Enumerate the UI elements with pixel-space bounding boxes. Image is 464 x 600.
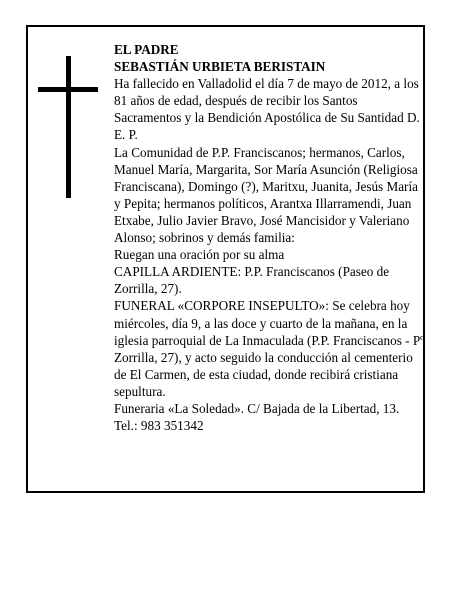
funeral-home-info: Funeraria «La Soledad». C/ Bajada de la Libertad, 13. Tel.: 983 351342 [114,400,400,434]
deceased-name: SEBASTIÁN URBIETA BERISTAIN [114,59,326,75]
notice-title: EL PADRE [114,42,179,57]
chapel-info: CAPILLA ARDIENTE: P.P. Franciscanos (Paseo de Zorrilla, 27). [114,264,390,297]
cross-vertical-bar [66,56,71,198]
latin-cross-icon [38,56,98,198]
funeral-info: FUNERAL «CORPORE INSEPULTO»: Se celebra hoy miércoles, día 9, a las doce y cuarto de la mañana, en la iglesia parroquial de La Inmaculada (P.P. Franciscanos - Pº Zorrilla, 27), y acto seguido la conducción al cementerio de El Carmen, de esta ciudad, donde recibirá cristiana sepultura. [114,298,425,399]
family-list: La Comunidad de P.P. Franciscanos; hermanos, Carlos, Manuel María, Margarita, Sor María Asunción (Religiosa Franciscana), Domingo (?), Maritxu, Juanita, Jesús María y Pepita; hermanos políticos, Arantxa Illarramendi, Juan Etxabe, Julio Javier Bravo, José Mancisidor y Valeriano Alonso; sobrinos y demás familia: [114,144,418,246]
obituary-notice [26,25,425,493]
cross-horizontal-bar [38,87,98,92]
prayer-request: Ruegan una oración por su alma [114,247,285,263]
notice-text [114,41,425,434]
death-announcement: Ha fallecido en Valladolid el día 7 de mayo de 2012, a los 81 años de edad, después de recibir los Santos Sacramentos y la Bendición Apostólica de Su Santidad D. E. P. [114,76,420,143]
